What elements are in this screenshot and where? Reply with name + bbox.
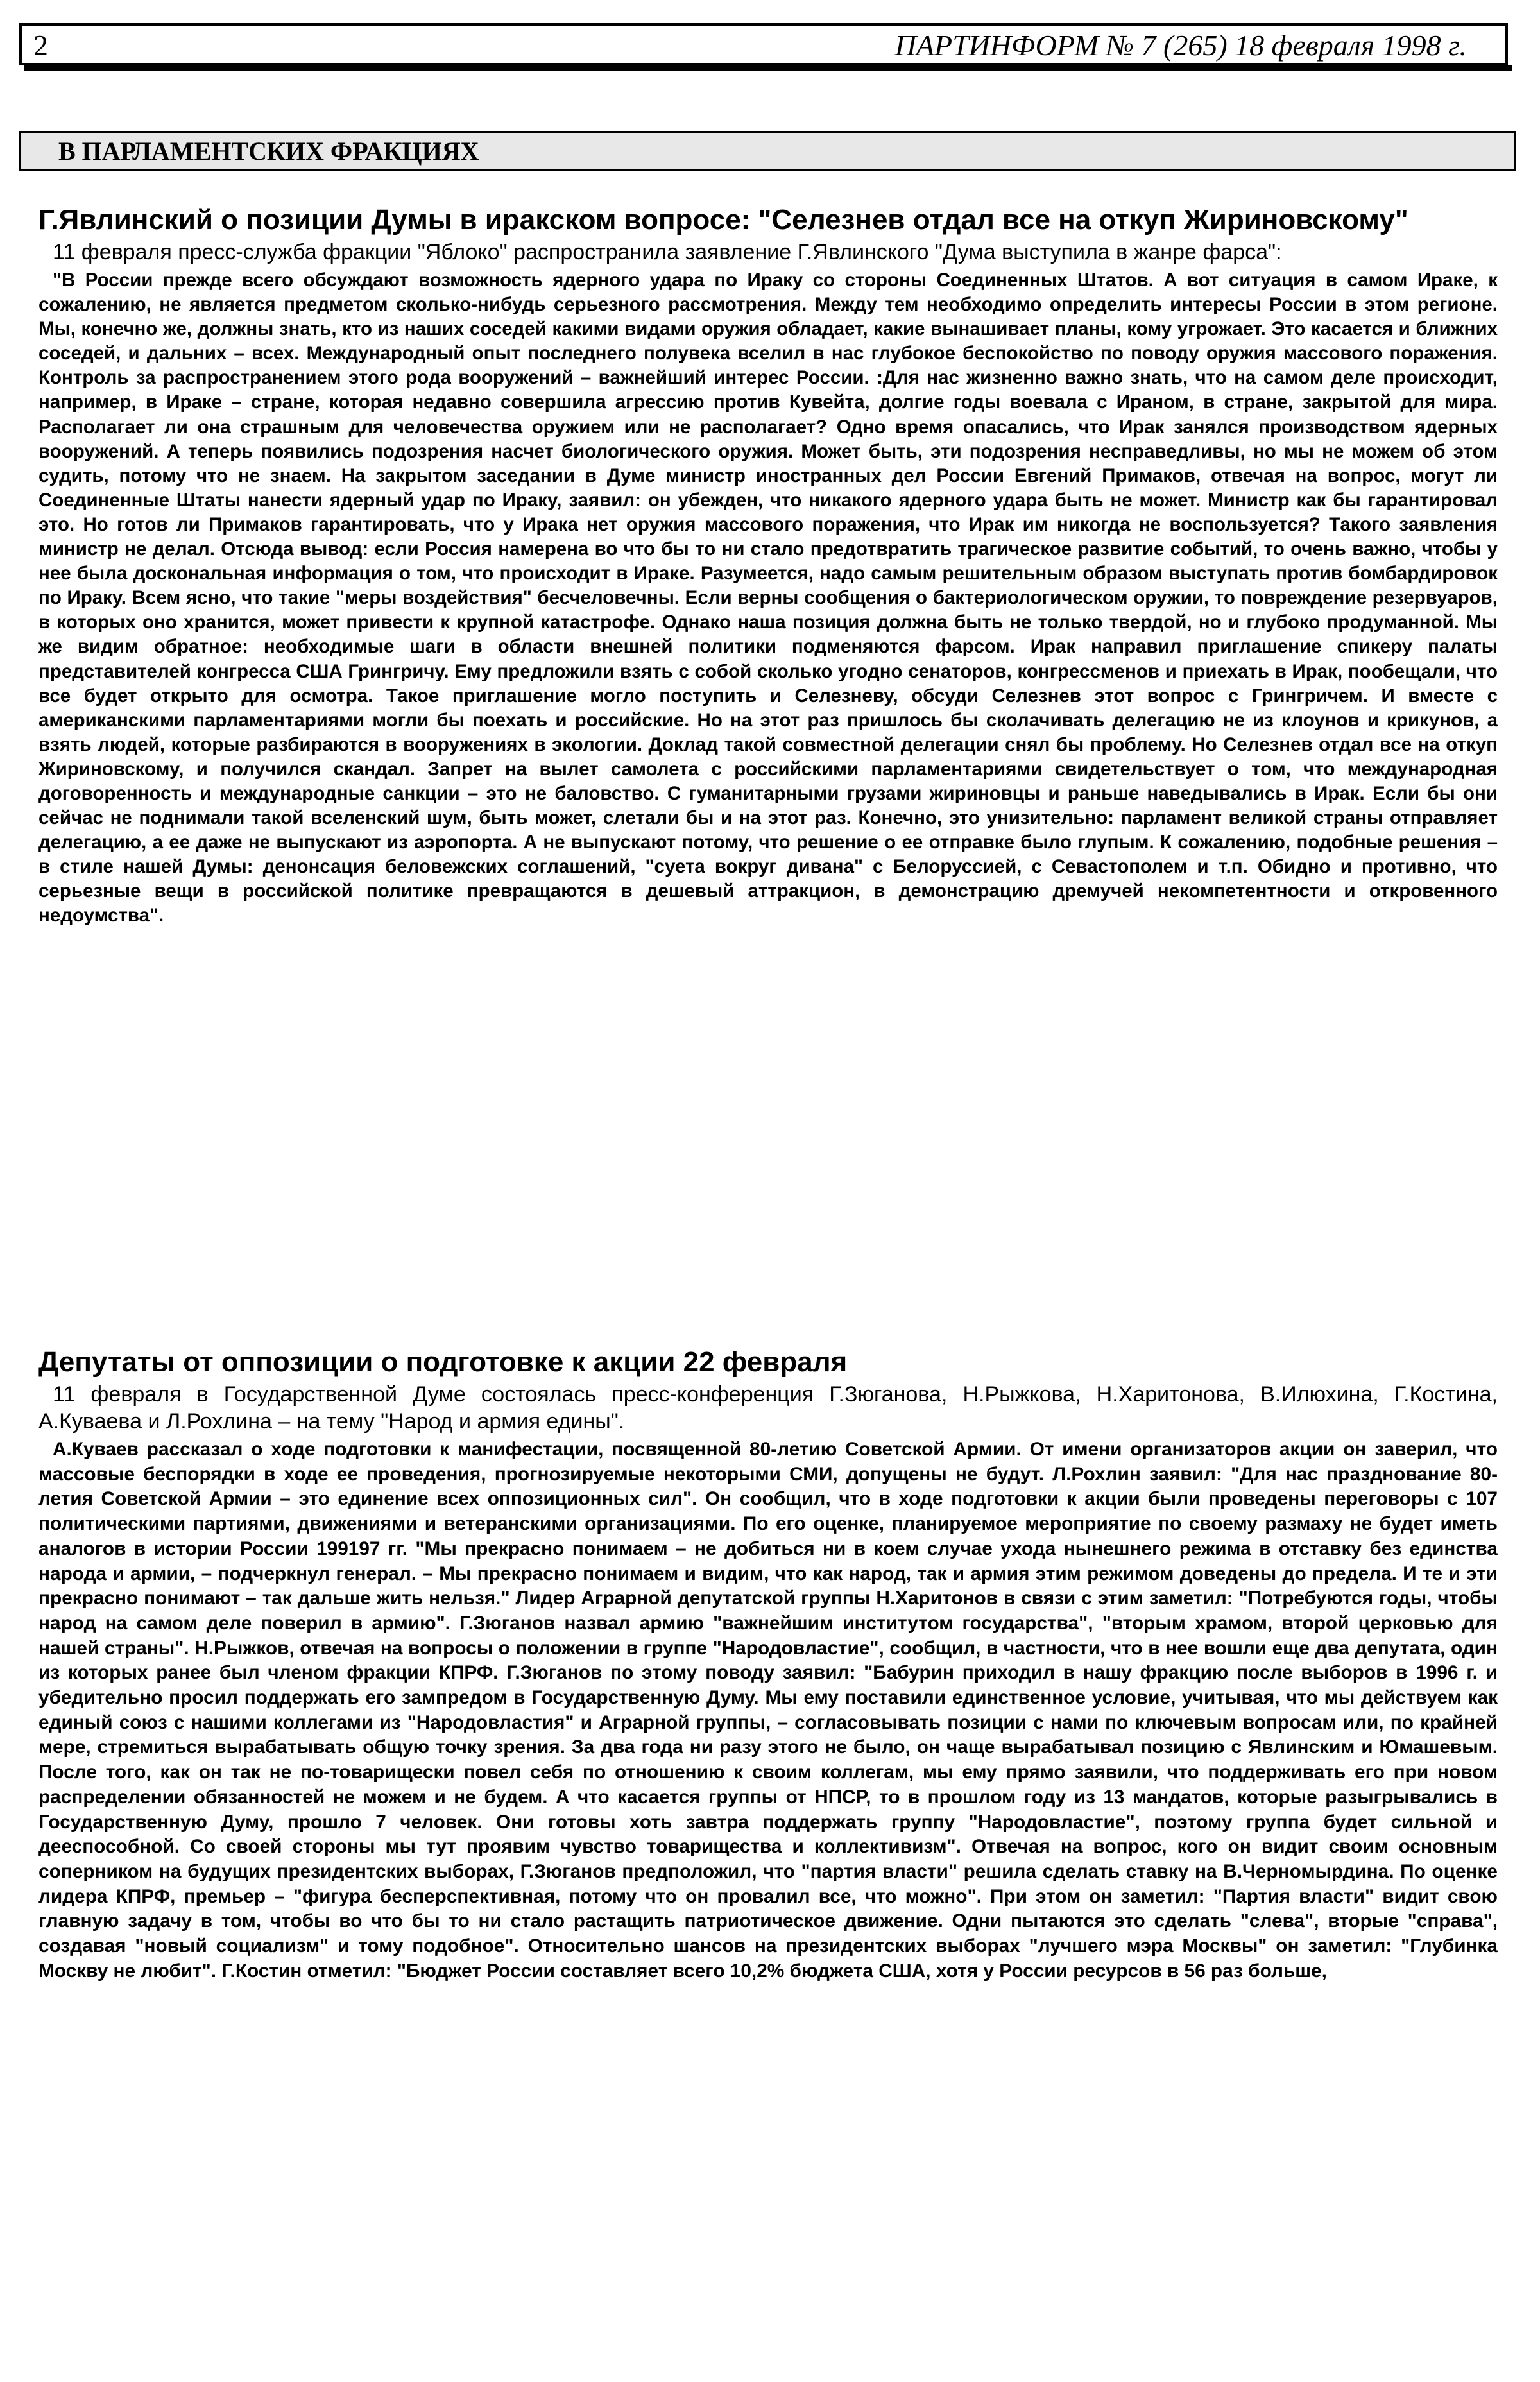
- article-lead: 11 февраля пресс-служба фракции "Яблоко" распространила заявление Г.Явлинского "Дума выступила в жанре фарса":: [53, 240, 1282, 264]
- article-opposition: [38, 1346, 1498, 1984]
- issue-line: ПАРТИНФОРМ № 7 (265) 18 февраля 1998 г.: [894, 29, 1467, 62]
- article-lead: 11 февраля в Государственной Думе состоялась пресс-конференция Г.Зюганова, Н.Рыжкова, Н.Харитонова, В.Илюхина, Г.Костина, А.Куваева и Л.Рохлина – на тему "Народ и армия едины".: [38, 1382, 1498, 1434]
- article-headline: Депутаты от оппозиции о подготовке к акции 22 февраля: [38, 1346, 848, 1378]
- section-title: В ПАРЛАМЕНТСКИХ ФРАКЦИЯХ: [58, 137, 479, 166]
- section-bar: [19, 131, 1516, 171]
- article-headline: Г.Явлинский о позиции Думы в иракском вопросе: "Селезнев отдал все на откуп Жириновскому": [38, 204, 1408, 236]
- article-body: "В России прежде всего обсуждают возможность ядерного удара по Ираку со стороны Соединенных Штатов. А вот ситуация в самом Ираке, к сожалению, не является предметом сколько-нибудь серьезного рассмотрения. Между тем необходимо определить интересы России в этом регионе. Мы, конечно же, должны знать, кто из наших соседей какими видами оружия обладает, какие вынашивает планы, кому угрожает. Это касается и ближних соседей, и дальних – всех. Международный опыт последнего полувека вселил в нас глубокое беспокойство по поводу оружия массового поражения. Контроль за распространением этого рода вооружений – важнейший интерес России. :Для нас жизненно важно знать, что на самом деле происходит, например, в Ираке – стране, которая недавно совершила агрессию против Кувейта, долгие годы воевала с Ираном, в стране, закрытой для мира. Располагает ли она страшным для человечества оружием или не располагает? Одно время опасались, что Ирак занялся производством ядерных вооружений. А теперь появились подозрения насчет биологического оружия. Может быть, эти подозрения несправедливы, но мы не можем об этом судить, потому что не знаем. На закрытом заседании в Думе министр иностранных дел России Евгений Примаков, отвечая на вопрос, могут ли Соединенные Штаты нанести ядерный удар по Ираку, заявил: он убежден, что никакого ядерного удара быть не может. Министр как бы гарантировал это. Но готов ли Примаков гарантировать, что у Ирака нет оружия массового поражения, что Ирак им никогда не воспользуется? Такого заявления министр не делал. Отсюда вывод: если Россия намерена во что бы то ни стало предотвратить трагическое развитие событий, то очень важно, чтобы у нее была доскональная информация о том, что происходит в Ираке. Разумеется, надо самым решительным образом выступать против бомбардировок по Ираку. Всем ясно, что такие "меры воздействия" бесчеловечны. Если верны сообщения о бактериологическом оружии, то повреждение резервуаров, в которых оно хранится, может привести к крупной катастрофе. Однако наша позиция должна быть не только твердой, но и глубоко продуманной. Мы же видим обратное: необходимые шаги в области внешней политики подменяются фарсом. Ирак направил приглашение спикеру палаты представителей конгресса США Грингричу. Ему предложили взять с собой сколько угодно сенаторов, конгрессменов и приехать в Ирак, пообещали, что все будет открыто для осмотра. Такое приглашение могло поступить и Селезневу, обсуди Селезнев этот вопрос с Грингричем. И вместе с американскими парламентариями могли бы поехать и российские. Но на этот раз пришлось бы сколачивать делегацию не из клоунов и крикунов, а взять людей, которые разбираются в вооружениях в экологии. Доклад такой совместной делегации снял бы проблему. Но Селезнев отдал все на откуп Жириновскому, и получился скандал. Запрет на вылет самолета с российскими парламентариями свидетельствует о том, что международная договоренность и международные санкции – это не баловство. С гуманитарными грузами жириновцы и раньше наведывались в Ирак. Если бы они сейчас не поднимали такой вселенский шум, быть может, слетали бы и на этот раз. Конечно, это унизительно: парламент великой страны отправляет делегацию, а ее даже не выпускают из аэропорта. А не выпускают потому, что решение о ее отправке было глупым. К сожалению, подобные решения – в стиле нашей Думы: денонсация беловежских соглашений, "суета вокруг дивана" с Белоруссией, с Севастополем и т.п. Обидно и противно, что серьезные вещи в российской политике превращаются в дешевый аттракцион, в демонстрацию дремучей некомпетентности и откровенного недоумства".: [38, 270, 1498, 927]
- article-body: А.Куваев рассказал о ходе подготовки к манифестации, посвященной 80-летию Советской Армии. От имени организаторов акции он заверил, что массовые беспорядки в ходе ее проведения, прогнозируемые некоторыми СМИ, допущены не будут. Л.Рохлин заявил: "Для нас празднование 80-летия Советской Армии – это единение всех оппозиционных сил". Он сообщил, что в ходе подготовки к акции были проведены переговоры с 107 политическими партиями, движениями и ветеранскими организациями. По его оценке, планируемое мероприятие по своему размаху не будет иметь аналогов в истории России 199197 гг. "Мы прекрасно понимаем – не добиться ни в коем случае ухода нынешнего режима в отставку без единства народа и армии, – подчеркнул генерал. – Мы прекрасно понимаем и видим, что как народ, так и армия этим режимом доведены до предела. И те и эти прекрасно понимают – так дальше жить нельзя." Лидер Аграрной депутатской группы Н.Харитонов в связи с этим заметил: "Потребуются годы, чтобы народ на самом деле поверил в армию". Г.Зюганов назвал армию "важнейшим институтом государства", "вторым храмом, второй церковью для нашей страны". Н.Рыжков, отвечая на вопросы о положении в группе "Народовластие", сообщил, в частности, что в нее вошли еще два депутата, один из которых ранее был членом фракции КПРФ. Г.Зюганов по этому поводу заявил: "Бабурин приходил в нашу фракцию после выборов в 1996 г. и убедительно просил поддержать его зампредом в Государственную Думу. Мы ему поставили единственное условие, учитывая, что мы действуем как единый союз с нашими коллегами из "Народовластия" и Аграрной группы, – согласовывать позиции с нами по ключевым вопросам или, по крайней мере, стремиться вырабатывать общую точку зрения. За два года ни разу этого не было, он чаще вырабатывал позицию с Явлинским и Юмашевым. После того, как он так не по-товарищески повел себя по отношению к своим коллегам, мы ему прямо заявили, что поддерживать его при новом распределении обязанностей не можем и не будем. А что касается группы от НПСР, то в прошлом году из 13 мандатов, которые разыгрывались в Государственную Думу, прошло 7 человек. Они готовы хоть завтра поддержать группу "Народовластие", поэтому группа будет сильной и дееспособной. Со своей стороны мы тут проявим чувство товарищества и коллективизм". Отвечая на вопрос, кого он видит своим основным соперником на будущих президентских выборах, Г.Зюганов предположил, что "партия власти" решила сделать ставку на В.Черномырдина. По оценке лидера КПРФ, премьер – "фигура бесперспективная, потому что он провалил все, что можно". При этом он заметил: "Партия власти" видит свою главную задачу в том, чтобы во что бы то ни стало растащить патриотическое движение. Одни пытаются это сделать "слева", вторые "справа", создавая "новый социализм" и тому подобное". Относительно шансов на президентских выборах "лучшего мэра Москвы" он заметил: "Глубинка Москву не любит". Г.Костин отметил: "Бюджет России составляет всего 10,2% бюджета США, хотя у России ресурсов в 56 раз больше,: [38, 1439, 1498, 1982]
- article-iraq: [38, 204, 1498, 929]
- page-number: 2: [33, 29, 48, 62]
- page-header: [19, 23, 1508, 65]
